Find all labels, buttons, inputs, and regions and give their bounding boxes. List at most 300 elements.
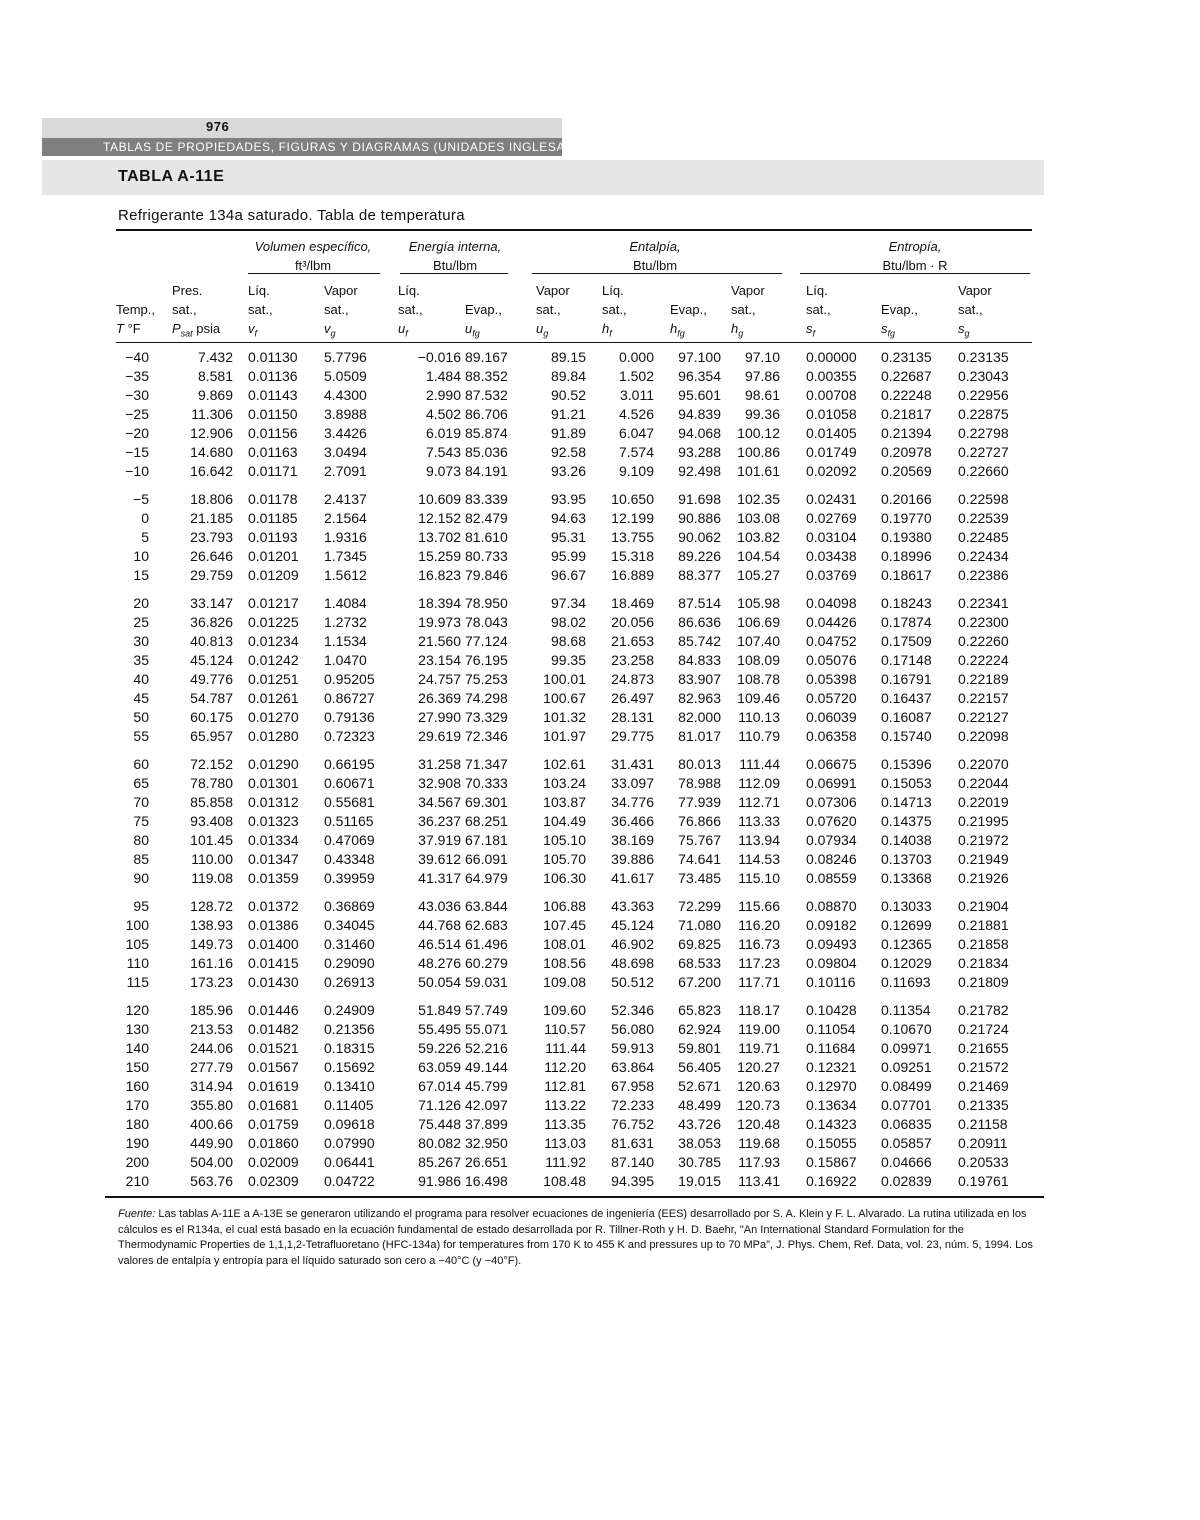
table-cell: 113.41 <box>738 1173 780 1189</box>
column-header-line2: sat., <box>731 302 756 317</box>
table-cell: 0.08246 <box>806 851 857 867</box>
table-cell: 97.86 <box>744 368 780 384</box>
table-cell: 15.259 <box>418 548 461 564</box>
table-cell: 86.706 <box>465 406 508 422</box>
table-cell: 88.377 <box>678 567 721 583</box>
table-cell: 0.22687 <box>881 368 932 384</box>
table-cell: 111.44 <box>739 756 780 772</box>
table-cell: 0.01415 <box>248 955 299 971</box>
group-header-entropy <box>800 237 1030 275</box>
table-cell: 1.0470 <box>324 652 367 668</box>
table-cell: 73.329 <box>465 709 508 725</box>
table-cell: 0.18617 <box>881 567 932 583</box>
column-header-line1: Líq. <box>602 283 624 298</box>
table-cell: 100.01 <box>543 671 586 687</box>
table-cell: 0.01619 <box>248 1078 299 1094</box>
table-cell: 1.5612 <box>324 567 367 583</box>
table-cell: 0.21858 <box>958 936 1009 952</box>
table-cell: 44.768 <box>418 917 461 933</box>
table-cell: 0.03769 <box>806 567 857 583</box>
table-cell: 0.02009 <box>248 1154 299 1170</box>
table-cell: 0.21881 <box>958 917 1009 933</box>
column-header <box>172 281 220 344</box>
column-header-line2: Evap., <box>465 302 502 317</box>
table-cell: 45 <box>133 690 149 706</box>
table-cell: 36.826 <box>190 614 233 630</box>
table-cell: 56.405 <box>678 1059 721 1075</box>
table-cell: 0.01521 <box>248 1040 299 1056</box>
table-cell: 161.16 <box>190 955 233 971</box>
table-cell: 111.92 <box>545 1154 586 1170</box>
table-cell: 0.20166 <box>881 491 932 507</box>
group-rule-entropy <box>800 273 1030 274</box>
table-cell: 0.01323 <box>248 813 299 829</box>
table-cell: 78.950 <box>465 595 508 611</box>
column-header-symbol: $u_f$ <box>398 321 408 339</box>
table-cell: 116.73 <box>738 936 780 952</box>
table-cell: 50 <box>133 709 149 725</box>
group-header-energy <box>397 237 513 275</box>
footnote-label: Fuente: <box>118 1208 156 1220</box>
table-cell: 0.01234 <box>248 633 299 649</box>
table-cell: 105.10 <box>543 832 586 848</box>
table-cell: 563.76 <box>190 1173 233 1189</box>
table-cell: 15 <box>133 567 149 583</box>
column-header-line1 <box>881 281 918 300</box>
table-cell: 89.84 <box>550 368 586 384</box>
table-cell: 29.619 <box>418 728 461 744</box>
table-cell: 95 <box>133 898 149 914</box>
table-cell: 97.34 <box>550 595 586 611</box>
table-cell: 67.200 <box>678 974 721 990</box>
table-cell: 0.09493 <box>806 936 857 952</box>
table-cell: 77.124 <box>465 633 508 649</box>
table-cell: 89.167 <box>465 349 508 365</box>
table-cell: 0.01143 <box>248 387 298 403</box>
table-cell: 0.12365 <box>881 936 932 952</box>
table-cell: 96.354 <box>678 368 721 384</box>
table-cell: 6.047 <box>618 425 654 441</box>
table-cell: 0.01225 <box>248 614 299 630</box>
table-cell: 0.12321 <box>806 1059 857 1075</box>
table-cell: 0.34045 <box>324 917 375 933</box>
table-cell: 39.886 <box>611 851 654 867</box>
table-cell: 80.013 <box>678 756 721 772</box>
table-cell: 0.08870 <box>806 898 857 914</box>
table-cell: 0.22260 <box>958 633 1009 649</box>
table-cell: 0.07990 <box>324 1135 375 1151</box>
table-cell: 0.20911 <box>958 1135 1008 1151</box>
table-cell: 0.22598 <box>958 491 1009 507</box>
table-cell: 26.646 <box>190 548 233 564</box>
table-cell: 0.01860 <box>248 1135 299 1151</box>
table-cell: 104.49 <box>543 813 586 829</box>
table-cell: 50.512 <box>611 974 654 990</box>
table-cell: 0.21572 <box>958 1059 1009 1075</box>
table-cell: 62.683 <box>465 917 508 933</box>
table-cell: 33.097 <box>611 775 654 791</box>
table-cell: 314.94 <box>190 1078 233 1094</box>
table-cell: −15 <box>125 444 149 460</box>
table-cell: 67.181 <box>465 832 508 848</box>
table-cell: 85 <box>133 851 149 867</box>
table-cell: 50.054 <box>418 974 461 990</box>
column-header <box>881 281 918 344</box>
table-cell: −0.016 <box>417 349 461 365</box>
table-cell: 93.408 <box>190 813 233 829</box>
table-cell: 24.757 <box>418 671 461 687</box>
table-cell: 91.21 <box>550 406 586 422</box>
table-cell: 10.650 <box>611 491 654 507</box>
table-cell: 0.23135 <box>881 349 932 365</box>
column-header-line1: Vapor <box>536 283 570 298</box>
table-cell: 101.61 <box>737 463 780 479</box>
table-cell: 0.22248 <box>881 387 932 403</box>
column-header-line2: sat., <box>398 302 423 317</box>
group-title: Volumen específico, <box>254 239 372 254</box>
table-cell: 1.502 <box>618 368 654 384</box>
table-cell: 0.22070 <box>958 756 1009 772</box>
table-cell: 0.22189 <box>958 671 1009 687</box>
table-cell: −40 <box>125 349 149 365</box>
table-cell: 95.31 <box>550 529 586 545</box>
table-cell: 109.60 <box>543 1002 586 1018</box>
table-cell: 0.16437 <box>881 690 932 706</box>
table-cell: 0.01567 <box>248 1059 299 1075</box>
table-cell: 26.651 <box>465 1154 508 1170</box>
table-cell: 0.04098 <box>806 595 857 611</box>
table-cell: −5 <box>133 491 149 507</box>
table-cell: 40.813 <box>190 633 233 649</box>
table-cell: −35 <box>125 368 149 384</box>
table-cell: 108.48 <box>543 1173 586 1189</box>
table-cell: 0.22224 <box>958 652 1009 668</box>
table-cell: 0.21394 <box>881 425 932 441</box>
table-cell: 0.21949 <box>958 851 1009 867</box>
table-cell: 30.785 <box>678 1154 721 1170</box>
table-cell: 75 <box>133 813 149 829</box>
table-cell: 0.22044 <box>958 775 1009 791</box>
table-cell: 0.10428 <box>806 1002 857 1018</box>
table-cell: 46.902 <box>611 936 654 952</box>
table-cell: 119.71 <box>738 1040 780 1056</box>
table-cell: 46.514 <box>418 936 461 952</box>
table-cell: 114.53 <box>738 851 780 867</box>
table-cell: 0.22300 <box>958 614 1009 630</box>
table-cell: 76.195 <box>465 652 508 668</box>
table-cell: 33.147 <box>190 595 233 611</box>
table-cell: 34.776 <box>611 794 654 810</box>
table-bottom-rule <box>105 1196 1044 1198</box>
table-cell: 72.346 <box>465 728 508 744</box>
table-cell: 112.09 <box>738 775 780 791</box>
table-cell: 0.01430 <box>248 974 299 990</box>
table-cell: 110.00 <box>191 851 233 867</box>
table-cell: 51.849 <box>418 1002 461 1018</box>
table-cell: 78.043 <box>465 614 508 630</box>
table-cell: 0.09618 <box>324 1116 375 1132</box>
table-cell: 54.787 <box>190 690 233 706</box>
table-cell: 14.680 <box>190 444 233 460</box>
table-cell: 83.339 <box>465 491 508 507</box>
table-cell: 0.10670 <box>881 1021 932 1037</box>
table-cell: 16.642 <box>190 463 233 479</box>
table-cell: 117.71 <box>738 974 780 990</box>
table-cell: 87.514 <box>678 595 721 611</box>
table-cell: 120.63 <box>737 1078 780 1094</box>
column-header <box>398 281 423 344</box>
table-cell: 9.073 <box>425 463 461 479</box>
table-cell: 65 <box>133 775 149 791</box>
table-cell: 0.22485 <box>958 529 1009 545</box>
table-cell: 109.08 <box>543 974 586 990</box>
table-cell: 72.299 <box>678 898 721 914</box>
table-cell: −30 <box>125 387 149 403</box>
column-header-line2: sat., <box>536 302 561 317</box>
table-cell: 0.21995 <box>958 813 1009 829</box>
table-cell: 0.22157 <box>958 690 1009 706</box>
table-cell: 180 <box>125 1116 149 1132</box>
table-cell: 0.13703 <box>881 851 932 867</box>
table-cell: 29.759 <box>190 567 233 583</box>
table-cell: 99.35 <box>550 652 586 668</box>
table-cell: 52.346 <box>611 1002 654 1018</box>
column-header-line2: sat., <box>324 302 349 317</box>
table-cell: 23.154 <box>418 652 461 668</box>
table-cell: 9.869 <box>197 387 233 403</box>
table-cell: 0.23043 <box>958 368 1009 384</box>
table-cell: 109.46 <box>737 690 780 706</box>
table-cell: 36.237 <box>418 813 461 829</box>
table-cell: 0.01201 <box>248 548 299 564</box>
table-cell: 0.13410 <box>324 1078 375 1094</box>
table-cell: 100.67 <box>543 690 586 706</box>
table-cell: 37.919 <box>418 832 461 848</box>
table-cell: 92.58 <box>550 444 586 460</box>
table-cell: 0.22798 <box>958 425 1009 441</box>
table-cell: 0.21817 <box>881 406 932 422</box>
table-cell: 0.01446 <box>248 1002 299 1018</box>
table-cell: 107.40 <box>737 633 780 649</box>
table-cell: 101.32 <box>543 709 586 725</box>
table-cell: 7.543 <box>425 444 461 460</box>
table-cell: 5.0509 <box>324 368 367 384</box>
group-rule-volume <box>248 273 380 274</box>
column-header <box>324 281 358 344</box>
table-cell: 91.986 <box>418 1173 461 1189</box>
table-cell: 0.01130 <box>248 349 298 365</box>
table-cell: 81.631 <box>611 1135 654 1151</box>
table-cell: 0.22019 <box>958 794 1009 810</box>
table-cell: 18.806 <box>190 491 233 507</box>
table-cell: 108.78 <box>737 671 780 687</box>
table-cell: 18.469 <box>611 595 654 611</box>
table-cell: 1.1534 <box>324 633 367 649</box>
table-cell: 170 <box>125 1097 149 1113</box>
table-cell: 84.191 <box>465 463 508 479</box>
table-cell: 0.43348 <box>324 851 375 867</box>
table-cell: 117.23 <box>738 955 780 971</box>
column-header-line1: Vapor <box>324 283 358 298</box>
group-title: Entalpía, <box>629 239 681 254</box>
table-cell: 0.15053 <box>881 775 932 791</box>
table-cell: 63.844 <box>465 898 508 914</box>
table-cell: 106.88 <box>543 898 586 914</box>
table-cell: 3.011 <box>620 387 654 403</box>
table-cell: 150 <box>125 1059 149 1075</box>
table-cell: 74.641 <box>678 851 721 867</box>
table-cell: 3.0494 <box>324 444 367 460</box>
table-cell: 43.036 <box>418 898 461 914</box>
table-cell: 0.18315 <box>324 1040 375 1056</box>
table-cell: 0.12699 <box>881 917 932 933</box>
table-cell: 90 <box>133 870 149 886</box>
table-cell: 7.574 <box>618 444 654 460</box>
running-header: TABLAS DE PROPIEDADES, FIGURAS Y DIAGRAMAS (UNIDADES INGLESAS) <box>103 140 579 154</box>
table-cell: 98.02 <box>550 614 586 630</box>
table-cell: 59.801 <box>678 1040 721 1056</box>
table-cell: 31.258 <box>418 756 461 772</box>
table-cell: 0.22660 <box>958 463 1009 479</box>
table-cell: 185.96 <box>190 1002 233 1018</box>
table-cell: 2.990 <box>425 387 461 403</box>
table-cell: 7.432 <box>197 349 233 365</box>
table-cell: 0.47069 <box>324 832 375 848</box>
column-header <box>958 281 992 344</box>
table-cell: 90.886 <box>678 510 721 526</box>
table-cell: 0.55681 <box>324 794 375 810</box>
table-cell: 0.21972 <box>958 832 1009 848</box>
table-cell: 59.913 <box>611 1040 654 1056</box>
table-cell: 0.06835 <box>881 1116 932 1132</box>
table-cell: 63.059 <box>418 1059 461 1075</box>
table-cell: 0.01347 <box>248 851 299 867</box>
table-cell: 0.09182 <box>806 917 857 933</box>
table-cell: 12.199 <box>611 510 654 526</box>
table-cell: 108.56 <box>543 955 586 971</box>
table-cell: 82.479 <box>465 510 508 526</box>
column-header-line2: sat., <box>248 302 273 317</box>
table-cell: 108.01 <box>543 936 586 952</box>
group-rule-enthalpy <box>532 273 782 274</box>
table-cell: 115.10 <box>738 870 780 886</box>
table-cell: 0.86727 <box>324 690 375 706</box>
column-header-line2: sat., <box>958 302 983 317</box>
table-cell: 91.698 <box>678 491 721 507</box>
table-cell: 93.288 <box>678 444 721 460</box>
table-cell: 1.7345 <box>324 548 367 564</box>
table-cell: 27.990 <box>418 709 461 725</box>
table-cell: 48.499 <box>678 1097 721 1113</box>
table-cell: 149.73 <box>190 936 233 952</box>
table-cell: 19.015 <box>678 1173 721 1189</box>
table-cell: 0.11405 <box>324 1097 374 1113</box>
table-cell: 105.27 <box>737 567 780 583</box>
table-cell: 0.18996 <box>881 548 932 564</box>
table-cell: 108.09 <box>737 652 780 668</box>
group-unit: Btu/lbm <box>632 258 678 273</box>
table-cell: 0.23135 <box>958 349 1009 365</box>
table-cell: 0.01400 <box>248 936 299 952</box>
table-cell: 0.05398 <box>806 671 857 687</box>
table-cell: 0.36869 <box>324 898 375 914</box>
table-cell: 97.10 <box>744 349 780 365</box>
table-caption: Refrigerante 134a saturado. Tabla de temperatura <box>118 207 465 224</box>
table-cell: 10 <box>133 548 149 564</box>
table-cell: 0.15867 <box>806 1154 857 1170</box>
table-cell: 0.06358 <box>806 728 857 744</box>
table-cell: 0.04752 <box>806 633 857 649</box>
table-cell: 0.07701 <box>881 1097 932 1113</box>
table-cell: 0.22727 <box>958 444 1009 460</box>
table-cell: 244.06 <box>190 1040 233 1056</box>
column-header-symbol: $h_{fg}$ <box>670 321 685 339</box>
table-cell: 0.19380 <box>881 529 932 545</box>
table-cell: 0.02769 <box>806 510 857 526</box>
table-cell: 0.01290 <box>248 756 299 772</box>
table-cell: 95.601 <box>678 387 721 403</box>
column-header <box>602 281 627 344</box>
table-cell: 0.22434 <box>958 548 1009 564</box>
table-cell: 72.152 <box>190 756 233 772</box>
column-header <box>116 281 155 338</box>
table-cell: 0.22098 <box>958 728 1009 744</box>
table-cell: 34.567 <box>418 794 461 810</box>
table-cell: 0.000 <box>618 349 654 365</box>
table-cell: 28.131 <box>611 709 654 725</box>
table-cell: 0.21926 <box>958 870 1009 886</box>
source-footnote <box>118 1207 1038 1269</box>
table-cell: 9.109 <box>618 463 654 479</box>
table-cell: 88.352 <box>465 368 508 384</box>
table-cell: 0.95205 <box>324 671 375 687</box>
table-cell: 98.61 <box>744 387 780 403</box>
table-cell: 21.653 <box>611 633 654 649</box>
table-cell: 45.124 <box>190 652 233 668</box>
table-cell: 0.00000 <box>806 349 857 365</box>
table-cell: 82.963 <box>678 690 721 706</box>
table-cell: 0.04426 <box>806 614 857 630</box>
table-cell: 93.95 <box>550 491 586 507</box>
table-cell: 15.318 <box>611 548 654 564</box>
table-cell: 0.01242 <box>248 652 299 668</box>
table-cell: 0.06991 <box>806 775 857 791</box>
table-cell: 75.448 <box>418 1116 461 1132</box>
column-header-symbol: $s_f$ <box>806 321 816 339</box>
table-cell: 35 <box>133 652 149 668</box>
table-cell: 0.14713 <box>881 794 932 810</box>
table-cell: 0.16922 <box>806 1173 857 1189</box>
table-cell: 40 <box>133 671 149 687</box>
column-header-symbol: T °F <box>116 321 141 336</box>
column-header-line1 <box>116 281 155 300</box>
table-cell: 3.8988 <box>324 406 367 422</box>
table-cell: 0.15055 <box>806 1135 857 1151</box>
table-cell: 80.733 <box>465 548 508 564</box>
table-cell: 75.767 <box>678 832 721 848</box>
table-cell: 116.20 <box>738 917 780 933</box>
table-cell: 0.21335 <box>958 1097 1009 1113</box>
table-cell: 78.988 <box>678 775 721 791</box>
table-cell: 16.823 <box>418 567 461 583</box>
column-header <box>670 281 707 344</box>
table-cell: 0.13634 <box>806 1097 857 1113</box>
table-cell: 6.019 <box>425 425 461 441</box>
table-cell: 0.12970 <box>806 1078 857 1094</box>
table-cell: 38.169 <box>611 832 654 848</box>
table-cell: 0.00355 <box>806 368 857 384</box>
table-cell: 0.79136 <box>324 709 375 725</box>
